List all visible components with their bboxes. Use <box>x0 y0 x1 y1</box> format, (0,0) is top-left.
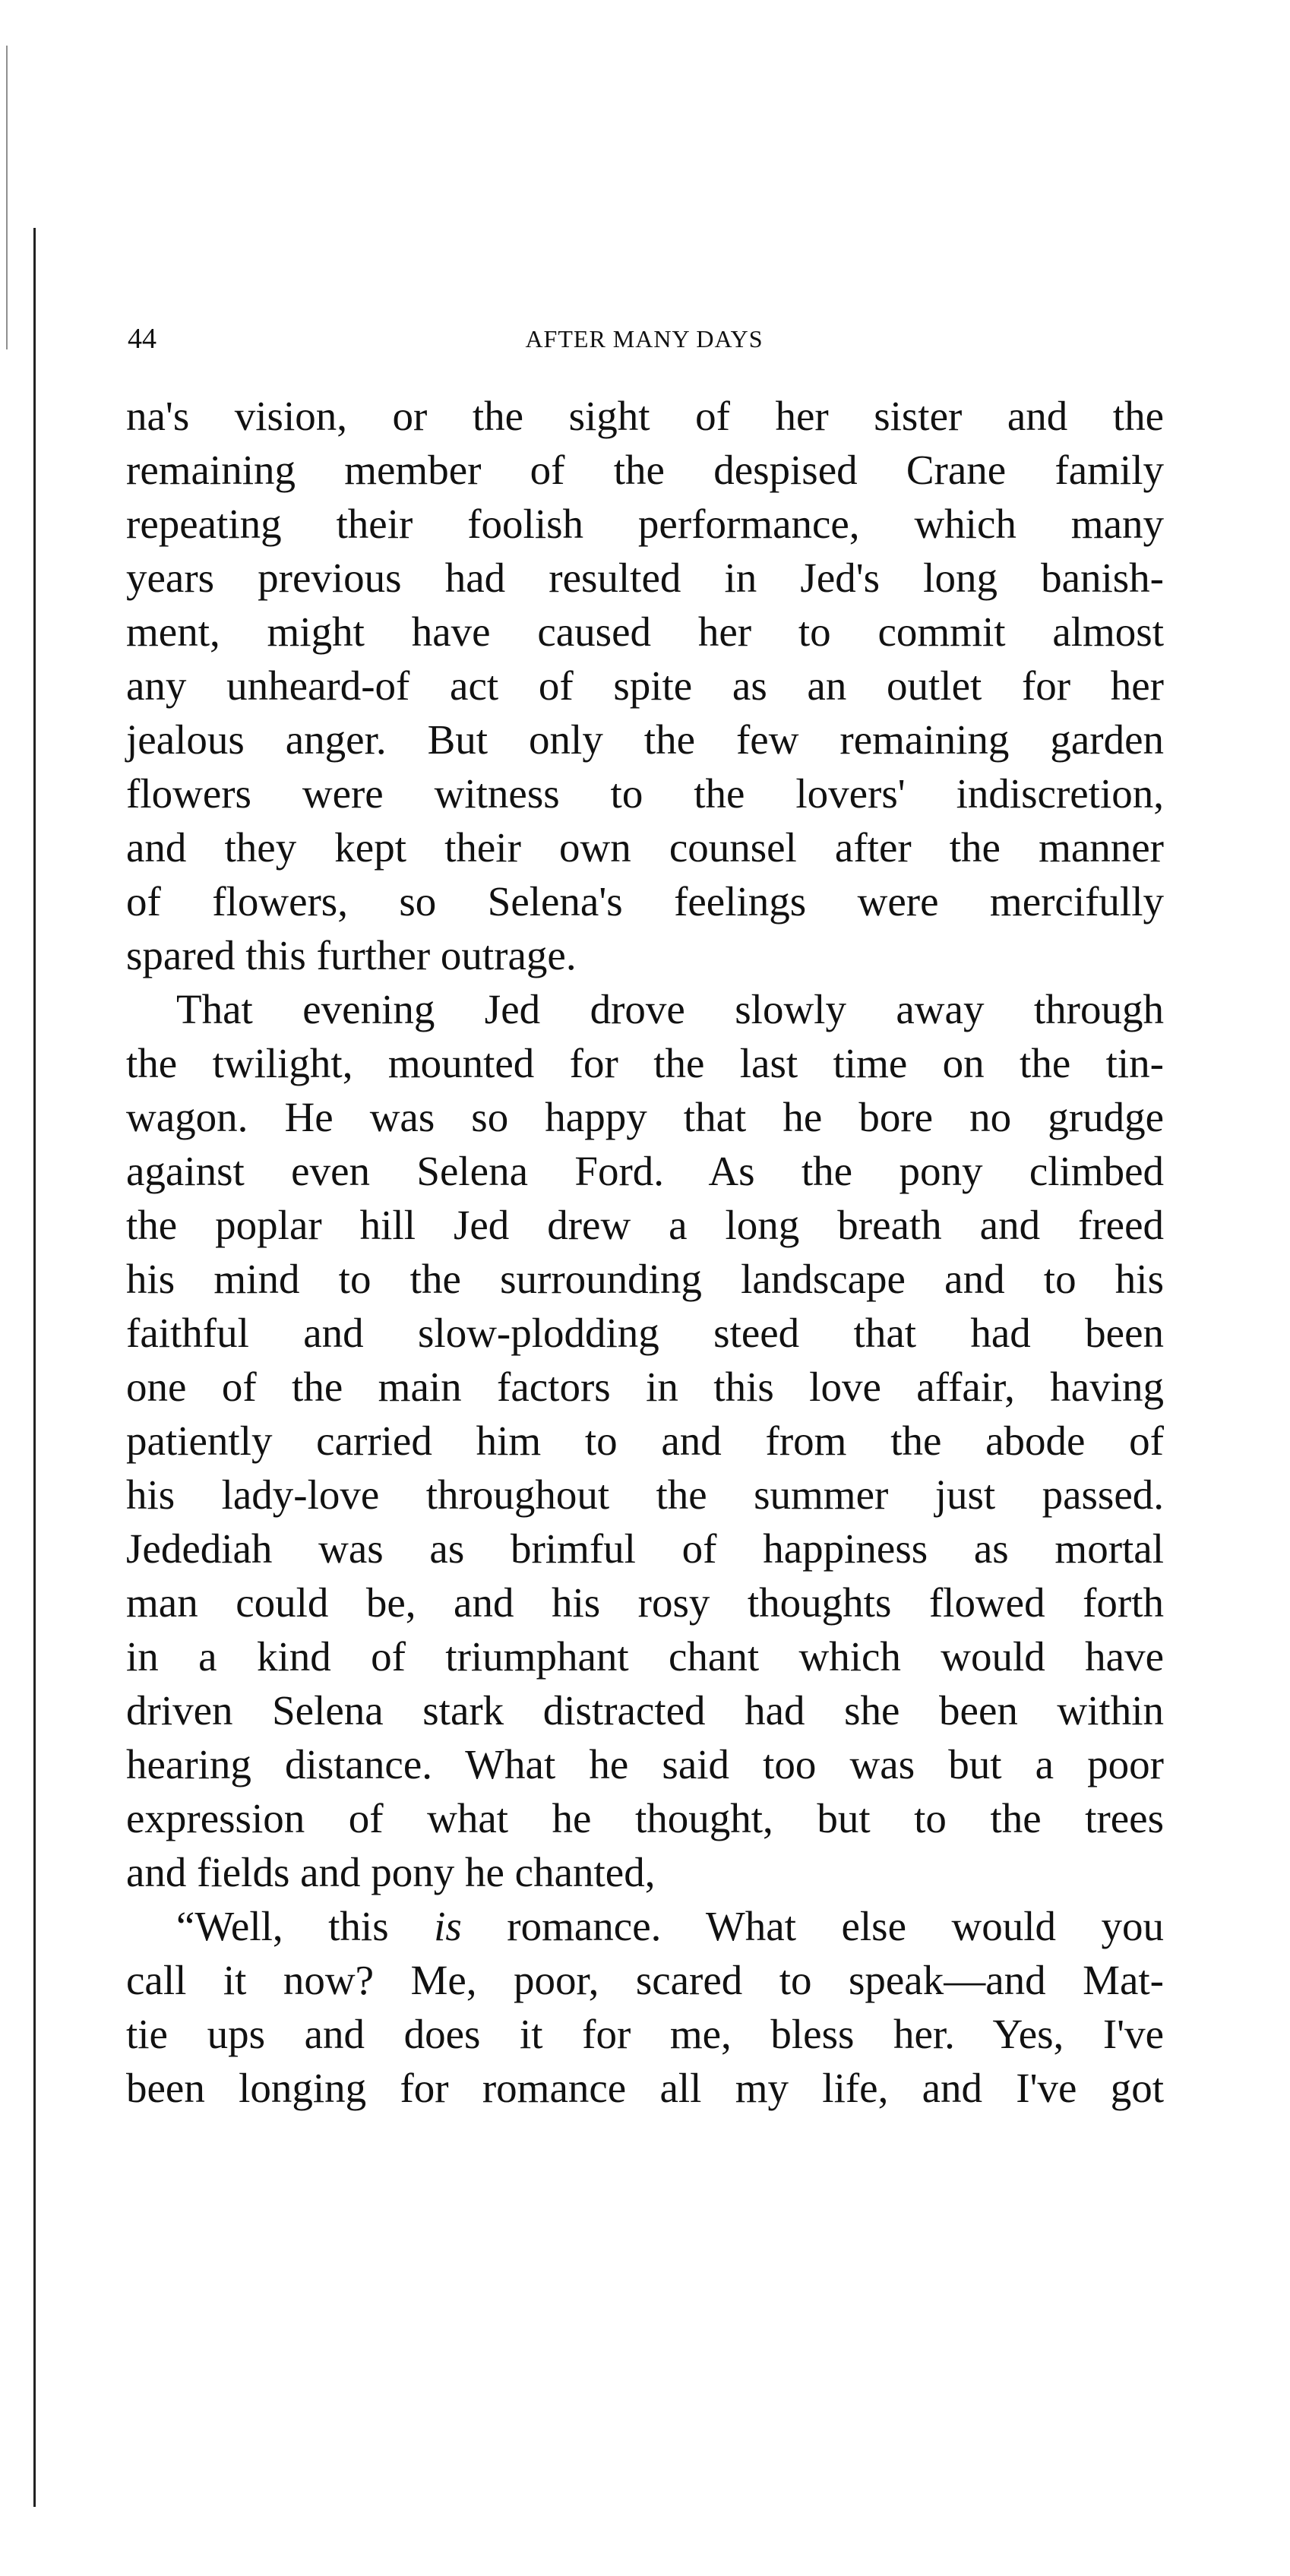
text-line: man could be, and his rosy thoughts flowed forth <box>126 1579 1164 1626</box>
text-line: been longing for romance all my life, and I've got <box>126 2065 1164 2111</box>
text-line: and fields and pony he chanted, <box>126 1849 656 1895</box>
text-line: and they kept their own counsel after the manner <box>126 824 1164 871</box>
text-line: faithful and slow-plodding steed that had been <box>126 1310 1164 1356</box>
text-line: the poplar hill Jed drew a long breath and freed <box>126 1202 1164 1248</box>
text-line: the twilight, mounted for the last time on the tin- <box>126 1040 1164 1086</box>
text-line: ment, might have caused her to commit almost <box>126 608 1164 655</box>
text-line: against even Selena Ford. As the pony climbed <box>126 1148 1164 1194</box>
text-line: tie ups and does it for me, bless her. Yes, I've <box>126 2011 1164 2057</box>
text-line: his mind to the surrounding landscape and to his <box>126 1256 1164 1302</box>
body-text <box>126 389 1164 2115</box>
text-line: wagon. He was so happy that he bore no grudge <box>126 1094 1164 1140</box>
text-line: remaining member of the despised Crane family <box>126 447 1164 493</box>
text-line: jealous anger. But only the few remaining garden <box>126 716 1164 763</box>
text-line: That evening Jed drove slowly away through <box>176 986 1164 1032</box>
text-line: any unheard-of act of spite as an outlet for her <box>126 662 1164 709</box>
binding-edge-line <box>33 228 36 2507</box>
text-line <box>126 1899 1164 1953</box>
running-head: AFTER MANY DAYS <box>525 325 764 352</box>
text-line: repeating their foolish performance, which many <box>126 501 1164 547</box>
text-line: one of the main factors in this love affair, having <box>126 1364 1164 1410</box>
text-fragment: “Well, this <box>176 1903 435 1949</box>
text-line: expression of what he thought, but to the trees <box>126 1795 1164 1841</box>
text-line: spared this further outrage. <box>126 932 577 978</box>
text-line: patiently carried him to and from the abode of <box>126 1418 1164 1464</box>
emphasis-word: is <box>434 1903 462 1949</box>
text-line: of flowers, so Selena's feelings were mercifully <box>126 878 1164 925</box>
page-header <box>128 322 1161 368</box>
text-line: na's vision, or the sight of her sister and the <box>126 393 1164 439</box>
page-number: 44 <box>128 323 157 355</box>
text-line: years previous had resulted in Jed's long banish- <box>126 555 1164 601</box>
text-fragment: romance. What else would you <box>461 1903 1164 1949</box>
text-line: call it now? Me, poor, scared to speak—and Mat- <box>126 1957 1164 2003</box>
text-line: hearing distance. What he said too was but a poor <box>126 1741 1164 1787</box>
text-line: flowers were witness to the lovers' indiscretion, <box>126 770 1164 817</box>
binding-edge-line <box>6 46 8 349</box>
text-line: his lady-love throughout the summer just passed. <box>126 1471 1164 1518</box>
text-line: in a kind of triumphant chant which would have <box>126 1633 1164 1680</box>
text-line: Jedediah was as brimful of happiness as mortal <box>126 1525 1164 1572</box>
text-line: driven Selena stark distracted had she been within <box>126 1687 1164 1734</box>
